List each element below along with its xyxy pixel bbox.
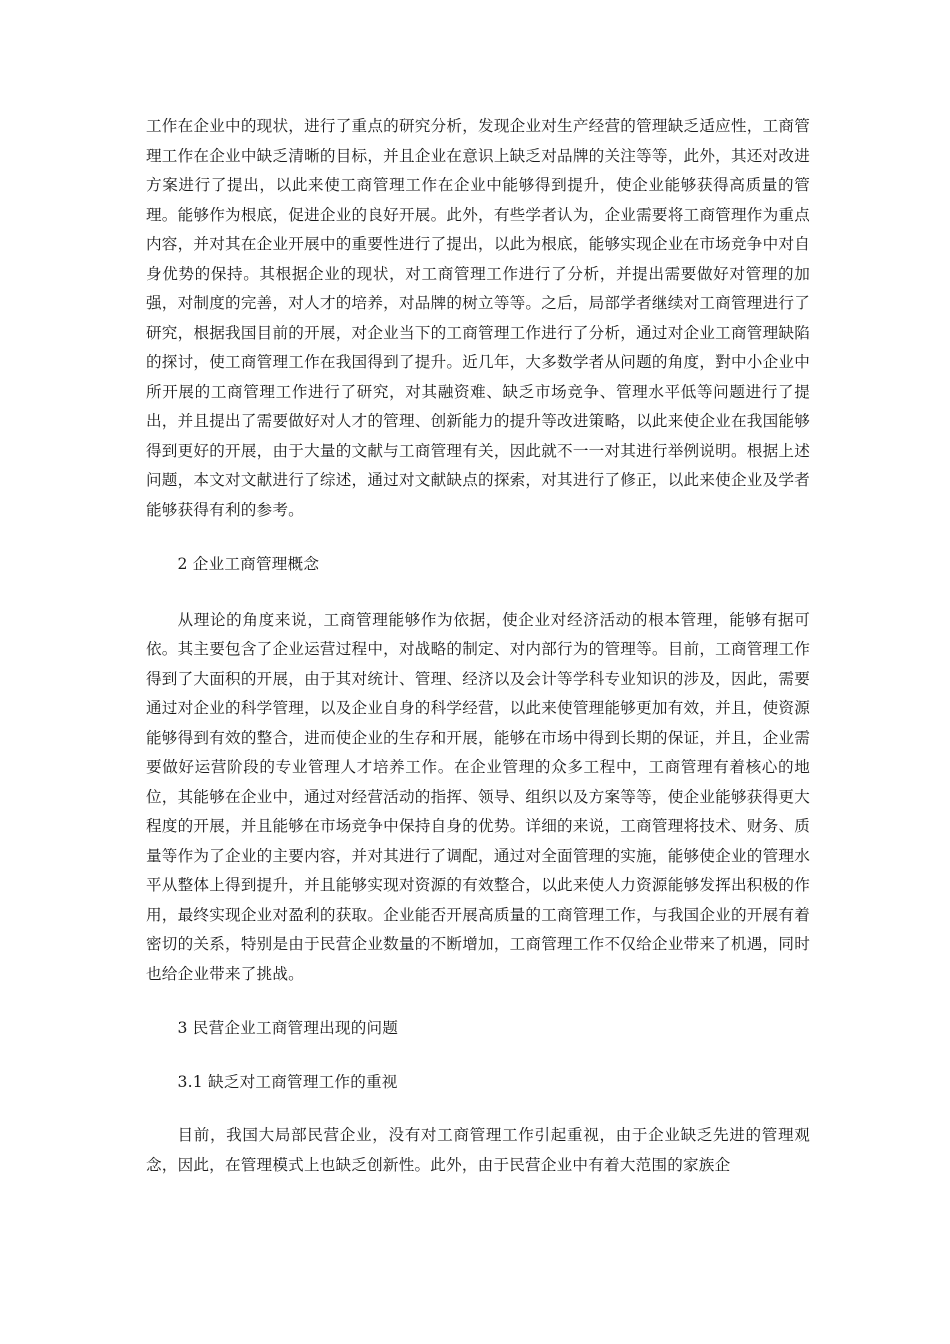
spacer [146,1097,810,1121]
spacer [146,989,810,1014]
subsection-3-1-paragraph: 目前，我国大局部民营企业，没有对工商管理工作引起重视，由于企业缺乏先进的管理观念，因此，在管理模式上也缺乏创新性。此外，由于民营企业中有着大范围的家族企 [146,1126,810,1174]
subsection-3-1-heading: 3.1 缺乏对工商管理工作的重视 [177,1072,398,1091]
document-body [146,112,810,1180]
section-3-heading: 3 民营企业工商管理出现的问题 [177,1019,399,1037]
section-2-paragraph: 从理论的角度来说，工商管理能够作为依据，使企业对经济活动的根本管理，能够有据可依。其主要包含了企业运营过程中，对战略的制定、对内部行为的管理等。目前，工商管理工作得到了大面积的开展，由于其对统计、管理、经济以及会计等学科专业知识的涉及，因此，需要通过对企业的科学管理，以及企业自身的科学经营，以此来使管理能够更加有效，并且，使资源能够得到有效的整合，进而使企业的生存和开展，能够在市场中得到长期的保证，并且，企业需要做好运营阶段的专业管理人才培养工作。在企业管理的众多工程中，工商管理有着核心的地位，其能够在企业中，通过对经营活动的指挥、领导、组织以及方案等等，使企业能够获得更大程度的开展，并且能够在市场竞争中保持自身的优势。详细的来说，工商管理将技术、财务、质量等作为了企业的主要内容，并对其进行了调配，通过对全面管理的实施，能够使企业的管理水平从整体上得到提升，并且能够实现对资源的有效整合，以此来使人力资源能够发挥出积极的作用，最终实现企业对盈利的获取。企业能否开展高质量的工商管理工作，与我国企业的开展有着密切的关系，特别是由于民营企业数量的不断增加，工商管理工作不仅给企业带来了机遇，同时也给企业带来了挑战。 [146,610,810,983]
section-2-heading: 2 企业工商管理概念 [177,555,320,573]
spacer [146,1044,810,1068]
intro-paragraph: 工作在企业中的现状，进行了重点的研究分析，发现企业对生产经营的管理缺乏适应性，工商管理工作在企业中缺乏清晰的目标，并且企业在意识上缺乏对品牌的关注等等，此外，其还对改进方案进行了提出，以此来使工商管理工作在企业中能够得到提升，使企业能够获得高质量的管理。能够作为根底，促进企业的良好开展。此外，有些学者认为，企业需要将工商管理作为重点内容，并对其在企业开展中的重要性进行了提出，以此为根底，能够实现企业在市场竞争中对自身优势的保持。其根据企业的现状，对工商管理工作进行了分析，并提出需要做好对管理的加强，对制度的完善，对人才的培养，对品牌的树立等等。之后，局部学者继续对工商管理进行了研究，根据我国目前的开展，对企业当下的工商管理工作进行了分析，通过对企业工商管理缺陷的探讨，使工商管理工作在我国得到了提升。近几年，大多数学者从问题的角度，對中小企业中所开展的工商管理工作进行了研究，对其融资难、缺乏市场竞争、管理水平低等问题进行了提出，并且提出了需要做好对人才的管理、创新能力的提升等改进策略，以此来使企业在我国能够得到更好的开展，由于大量的文献与工商管理有关，因此就不一一对其进行举例说明。根据上述问题，本文对文献进行了综述，通过对文献缺点的探索，对其进行了修正，以此来使企业及学者能够获得有利的参考。 [146,117,810,519]
spacer [146,580,810,606]
spacer [146,525,810,550]
